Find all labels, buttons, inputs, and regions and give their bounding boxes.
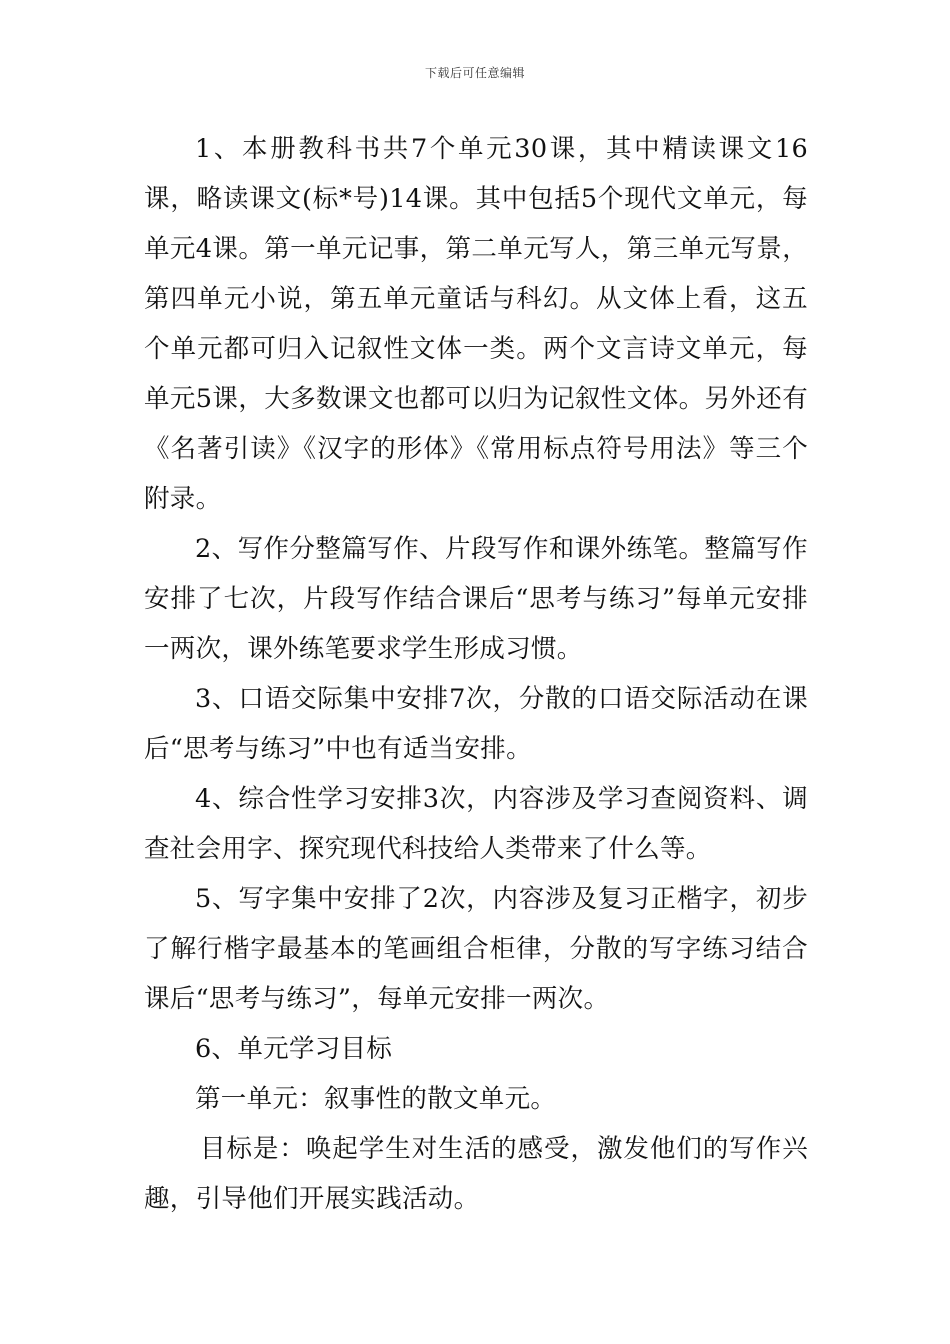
paragraph-unit-one: 第一单元：叙事性的散文单元。 bbox=[195, 1084, 557, 1114]
paragraph-unit-one-goal: 目标是：唤起学生对生活的感受，激发他们的写作兴趣，引导他们开展实践活动。 bbox=[144, 1134, 808, 1214]
page-header: 下载后可任意编辑 bbox=[424, 66, 525, 80]
paragraph-unit-goals-heading: 6、单元学习目标 bbox=[195, 1034, 393, 1064]
paragraph-textbook-overview: 1、本册教科书共7个单元30课，其中精读课文16课，略读课文(标*号)14课。其中包括5个现代文单元，每单元4课。第一单元记事，第二单元写人，第三单元写景，第四单元小说，第五单元童话与科幻。从文体上看，这五个单元都可归入记叙性文体一类。两个文言诗文单元，每单元5课，大多数课文也都可以归为记叙性文体。另外还有《名著引读》《汉字的形体》《常用标点符号用法》等三个附录。 bbox=[144, 134, 808, 514]
paragraph-oral-communication: 3、口语交际集中安排7次，分散的口语交际活动在课后“思考与练习”中也有适当安排。 bbox=[144, 684, 808, 764]
document-body bbox=[144, 124, 808, 1224]
paragraph-writing: 2、写作分整篇写作、片段写作和课外练笔。整篇写作安排了七次，片段写作结合课后“思考与练习”每单元安排一两次，课外练笔要求学生形成习惯。 bbox=[144, 534, 808, 664]
paragraph-comprehensive-learning: 4、综合性学习安排3次，内容涉及学习查阅资料、调查社会用字、探究现代科技给人类带来了什么等。 bbox=[144, 784, 808, 864]
paragraph-calligraphy: 5、写字集中安排了2次，内容涉及复习正楷字，初步了解行楷字最基本的笔画组合柜律，分散的写字练习结合课后“思考与练习”，每单元安排一两次。 bbox=[144, 884, 808, 1014]
